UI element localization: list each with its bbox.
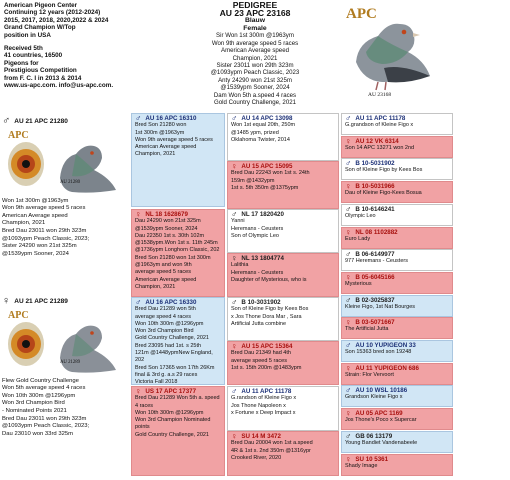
ring-number (345, 160, 449, 167)
desc-line: @1538ypm.Won 1st s. 11th 245m (135, 240, 218, 247)
desc-line: G.randson of Kleine Figo x (231, 395, 297, 402)
great-great-grandparent-card (341, 431, 453, 453)
desc-line: 4R & 1st s. 2nd 350m @1316ypr (231, 447, 311, 454)
bird-description (345, 122, 449, 129)
ring-number (345, 410, 449, 417)
desc-line: Lalithia (231, 262, 249, 269)
info-line: www.us-apc.com. info@us-apc.com. (4, 82, 114, 90)
ring-number (345, 342, 449, 349)
male-symbol-icon: ♂ (135, 297, 142, 307)
bird-description (345, 463, 449, 470)
desc-line: Champion, 2021 (135, 151, 176, 158)
sire-ring: AU 21 APC 21280 (14, 118, 68, 125)
male-symbol-icon: ♂ (345, 385, 352, 395)
desc-line: 4 races (135, 402, 154, 409)
ring-number (345, 365, 449, 372)
ring-text: AU 05 APC 1169 (355, 410, 403, 417)
desc-line: @1736ypm Longhorn Classic, 202 (135, 247, 220, 254)
desc-line: 1st s. 5th 350m @1375ypm (231, 184, 299, 191)
ring-text: B 10-3031902 (241, 299, 281, 306)
desc-line: Dau of Kleine Figo-Kees Bosua (345, 190, 422, 197)
ring-text: B 05-6045166 (355, 274, 395, 281)
achievement-line: @1093ypm Peach Classic, 2023 (210, 69, 300, 77)
desc-line: @1539ypm Sooner, 2024 (135, 225, 198, 232)
ring-number (345, 229, 449, 236)
female-symbol-icon: ♀ (135, 209, 142, 219)
achievement-line: Sister 23011 won 29th 323m (216, 62, 294, 69)
desc-line: 1st 300m @1963ym (135, 129, 185, 136)
ring-number (231, 433, 335, 440)
ring-number (345, 456, 449, 463)
desc-line: Won 3rd Champion Nominated (135, 417, 211, 424)
dam-desc-line: Won 10th 300m @1296ypm (2, 392, 76, 399)
great-great-grandparent-card (341, 158, 453, 180)
ring-text: AU 11 APC 11178 (241, 388, 292, 395)
female-symbol-icon: ♀ (231, 253, 238, 263)
female-symbol-icon: ♀ (231, 431, 238, 441)
achievement-line: Won 9th average speed 5 races (211, 39, 299, 47)
grandparent-card (131, 297, 225, 385)
bird-description (345, 349, 449, 356)
ring-text: NL 17 1820420 (241, 211, 284, 218)
desc-line: American Average speed (135, 276, 197, 283)
desc-line: Won 10th 300m @1296ypm (135, 320, 204, 327)
desc-line: Euro Lady (345, 236, 371, 243)
achievement-line: Anty 24290 won 21st 325m (218, 76, 292, 84)
subject-sex: Female (243, 24, 267, 32)
bird-description (345, 167, 449, 174)
desc-line: Won 1st equal 20th, 250m (231, 122, 296, 129)
bird-description (135, 395, 221, 439)
ring-text: AU 15 APC 15364 (241, 343, 293, 350)
desc-line: Bred Dau 21289 Won 5th a. speed (135, 395, 220, 402)
female-symbol-icon: ♀ (345, 136, 352, 146)
male-symbol-icon: ♂ (345, 249, 352, 259)
ring-text: B 02-3025837 (355, 297, 395, 304)
desc-line: Won 9th average speed 5 races (135, 136, 213, 143)
bird-description (345, 304, 449, 311)
ring-text: B 10-5031902 (355, 160, 395, 167)
info-line: Prestigious Competition (4, 67, 77, 75)
info-line: 2015, 2017, 2018, 2020,2022 & 2024 (4, 16, 109, 24)
female-symbol-icon: ♀ (345, 408, 352, 418)
desc-line: Strain: Flor Vervoort (345, 372, 394, 379)
male-symbol-icon: ♂ (135, 113, 142, 123)
ring-text: B 10-5031966 (355, 183, 395, 190)
ring-text: AU 14 APC 13098 (241, 115, 293, 122)
ring-number (345, 319, 449, 326)
sire-description (2, 198, 128, 259)
ring-number (231, 255, 335, 262)
desc-line: Son 14 APC 13271 won 2nd (345, 145, 415, 152)
desc-line: Gold Country Challenge, 2021 (135, 431, 209, 438)
female-symbol-icon: ♀ (345, 227, 352, 237)
ring-number (345, 206, 449, 213)
ring-text: B 10-6146241 (355, 206, 395, 213)
bird-description (231, 170, 335, 192)
achievement-line: American Average speed (221, 47, 289, 55)
desc-line: The Artificial Jutta (345, 326, 389, 333)
desc-line: Olympic Leo (345, 213, 376, 220)
sire-desc-line: Sister 24290 won 21st 325m (2, 243, 77, 250)
great-great-grandparent-card (341, 363, 453, 385)
great-great-grandparent-card (341, 181, 453, 203)
bird-description (345, 281, 449, 288)
ring-number (231, 343, 335, 350)
dam-desc-line: @1093ypm Peach Classic, 2023; (2, 423, 90, 430)
ring-number (345, 297, 449, 304)
ring-number (231, 388, 335, 395)
female-symbol-icon: ♀ (2, 295, 11, 307)
desc-line: Won 3rd Champion Bird (135, 328, 194, 335)
desc-line: Heremans - Ceusters (231, 225, 284, 232)
ring-text: NL 08 1102882 (355, 229, 398, 236)
achievement-line: Dam Won 5th a.speed 4 races (213, 91, 297, 99)
desc-line: Champion, 2021 (135, 283, 176, 290)
desc-line: Victoria Fall 2018 (135, 379, 178, 385)
desc-line: Bred Son 17365 won 17th 26Km (135, 364, 215, 371)
desc-line: Artificial Jutta combine (231, 320, 287, 327)
great-great-grandparent-card (341, 136, 453, 158)
ring-number (135, 211, 221, 218)
ring-text: NL 13 1804774 (241, 255, 284, 262)
sire-desc-line: American Average speed (2, 212, 68, 219)
great-great-grandparent-card (341, 454, 453, 476)
desc-line: Oklahoma Twister, 2014 (231, 136, 290, 143)
info-line: position in USA (4, 31, 51, 39)
dam-photo (2, 308, 128, 376)
male-symbol-icon: ♂ (345, 158, 352, 168)
ring-text: B 06-6149977 (355, 251, 395, 258)
ring-text: AU 12 VK 6314 (355, 138, 399, 145)
male-symbol-icon: ♂ (345, 113, 352, 123)
dam-desc-line: - Nominated Points 2021 (2, 407, 67, 414)
subject-color: Blauw (244, 17, 266, 25)
desc-line: 159m @1432ypm (231, 177, 275, 184)
great-grandparent-card (227, 209, 339, 253)
great-great-grandparent-card (341, 204, 453, 226)
desc-line: Bred Son 21280 won 1st 300m (135, 254, 211, 261)
subject-photo-code: AU 23168 (368, 92, 392, 98)
ring-number (345, 251, 449, 258)
bird-description (135, 306, 221, 385)
ring-text: GB 06 13179 (355, 433, 393, 440)
sire-panel (2, 115, 128, 258)
info-line: Grand Champion W/Top (4, 24, 76, 32)
female-symbol-icon: ♀ (345, 454, 352, 464)
desc-line: Bred Son 21280 won (135, 122, 187, 129)
ring-text: AU 10 WSL 10186 (355, 387, 408, 394)
ring-number (231, 211, 335, 218)
great-great-grandparent-card (341, 249, 453, 271)
sire-desc-line: @1093ypm Peach Classic, 2023; (2, 235, 90, 242)
great-great-grandparent-card (341, 272, 453, 294)
apc-logo: APC (8, 309, 29, 321)
dam-desc-line: Won 5th average speed 4 races (2, 385, 86, 392)
dam-desc-line: Flew Gold Country Challenge (2, 377, 79, 384)
ring-text: AU 11 APC 11178 (355, 115, 406, 122)
desc-line: average speed 4 races (135, 313, 191, 320)
bird-description (231, 395, 335, 417)
ring-number (345, 433, 449, 440)
bird-description (345, 326, 449, 333)
bird-description (345, 440, 449, 447)
bird-description (345, 258, 449, 265)
desc-line: Bred Dau 21289 won 5th (135, 306, 196, 313)
desc-line: x Jos Thone Dora Mar , Sara (231, 313, 302, 320)
subject-ring: AU 23 APC 23168 (219, 7, 291, 18)
bird-description (345, 372, 449, 379)
sire-desc-line: Champion, 2021 (2, 220, 46, 227)
desc-line: Son 15363 bred son 19248 (345, 349, 412, 356)
ring-number (135, 388, 221, 395)
female-symbol-icon: ♀ (231, 161, 238, 171)
female-symbol-icon: ♀ (345, 272, 352, 282)
bird-description (231, 218, 335, 240)
great-grandparent-card (227, 161, 339, 209)
bird-description (135, 218, 221, 291)
female-symbol-icon: ♀ (345, 363, 352, 373)
desc-line: Mysterious (345, 281, 372, 288)
desc-line: Bred Dau 20004 won 1st a.speed (231, 440, 313, 447)
desc-line: Grandson Kleine Figo x (345, 394, 403, 401)
grandparent-card (131, 209, 225, 297)
bird-description (345, 236, 449, 243)
bird-description (231, 122, 335, 144)
desc-line: Jos Thone Napoleon x (231, 402, 286, 409)
female-symbol-icon: ♀ (231, 341, 238, 351)
grandparent-card (131, 113, 225, 207)
apc-logo: APC (8, 129, 29, 141)
sire-photo (2, 128, 128, 196)
desc-line: @1485 ypm, prized (231, 129, 279, 136)
great-great-grandparent-card (341, 113, 453, 135)
dam-desc-line: Bred Dau 23011 won 29th 323m (2, 415, 87, 422)
desc-line: final & 3rd g. a.s 29 races (135, 371, 198, 378)
male-symbol-icon: ♂ (345, 431, 352, 441)
desc-line: Dau 24290 won 21st 325m (135, 218, 201, 225)
apc-logo: APC (346, 6, 377, 22)
great-grandparent-card (227, 297, 339, 341)
dam-photo-code: AU 21289 (59, 359, 81, 365)
dam-heading (2, 295, 128, 307)
desc-line: 977 Heremans - Ceusters (345, 258, 408, 265)
achievement-line: Gold Country Challenge, 2021 (214, 99, 296, 107)
desc-line: points (135, 424, 150, 431)
female-symbol-icon: ♀ (345, 181, 352, 191)
dam-ring: AU 21 APC 21289 (14, 298, 68, 305)
ring-number (345, 183, 449, 190)
ring-text: SU 14 M 3472 (241, 433, 281, 440)
ring-number (345, 138, 449, 145)
desc-line: Bred 23095 had 1st. s 25th (135, 342, 202, 349)
desc-line: Young Bandiet Vandenabeele (345, 440, 418, 447)
ring-text: SU 10 5361 (355, 456, 389, 463)
female-symbol-icon: ♀ (135, 386, 142, 396)
achievement-line: Champion, 2021 (232, 54, 278, 62)
sire-photo-code: AU 21280 (59, 179, 81, 185)
sire-heading (2, 115, 128, 127)
desc-line: Crooked River, 2020 (231, 454, 282, 461)
desc-line: American Average speed (135, 144, 197, 151)
desc-line: average speed 5 races (231, 357, 287, 364)
desc-line: G.grandson of Kleine Figo x (345, 122, 414, 129)
desc-line: Bred Dau 21349 had 4th (231, 350, 291, 357)
male-symbol-icon: ♂ (345, 204, 352, 214)
great-great-grandparent-card (341, 317, 453, 339)
ring-number (231, 163, 335, 170)
dam-description (2, 378, 128, 439)
male-symbol-icon: ♂ (345, 295, 352, 305)
desc-line: 1st s. 15th 200m @1483ypm (231, 364, 302, 371)
desc-line: average speed 5 races (135, 269, 191, 276)
ring-text: AU 15 APC 15095 (241, 163, 293, 170)
bird-description (345, 213, 449, 220)
desc-line: Shady Image (345, 463, 378, 470)
male-symbol-icon: ♂ (231, 386, 238, 396)
dam-panel (2, 295, 128, 438)
male-symbol-icon: ♂ (345, 340, 352, 350)
info-line: from F. C. I in 2013 & 2014 (4, 74, 82, 82)
achievement-line: @1539ypm Sooner, 2024 (220, 84, 290, 92)
sire-desc-line: @1539ypm Sooner, 2024 (2, 250, 69, 257)
pedigree-title: PEDIGREE (232, 0, 278, 10)
desc-line: Jos Thone's Poco x Supercar (345, 417, 417, 424)
desc-line: Son of Kleine Figo by Kees Bos (345, 167, 423, 174)
desc-line: @1963ym and won 9th (135, 262, 192, 269)
desc-line: Bred Dau 22243 won 1st s. 24th (231, 170, 310, 177)
subject-achievements (185, 32, 325, 106)
male-symbol-icon: ♂ (231, 297, 238, 307)
desc-line: Daughter of Mysterious, who is (231, 276, 307, 283)
ring-text: AU 10 YUPIGEON 33 (355, 342, 416, 349)
great-grandparent-card (227, 113, 339, 161)
bird-description (135, 122, 221, 158)
desc-line: Son of Kleine Figo by Kees Bos (231, 306, 309, 313)
male-symbol-icon: ♂ (231, 209, 238, 219)
desc-line: Won 10th 300m @1296ypm (135, 409, 204, 416)
bird-description (345, 145, 449, 152)
ring-number (231, 115, 335, 122)
great-great-grandparent-card (341, 295, 453, 317)
subject-pigeon-photo (338, 2, 442, 100)
great-great-grandparent-card (341, 385, 453, 407)
desc-line: Kleine Figo, 1st Nat Bourges (345, 304, 416, 311)
female-symbol-icon: ♀ (345, 317, 352, 327)
ring-number (345, 274, 449, 281)
sire-desc-line: Won 1st 300m @1963ym (2, 197, 69, 204)
ring-number (135, 299, 221, 306)
desc-line: Yanni (231, 218, 245, 225)
bird-description (231, 262, 335, 284)
bird-description (231, 440, 335, 462)
desc-line: x Fortune x Deep Impact x (231, 409, 296, 416)
ring-number (231, 299, 335, 306)
bird-description (345, 394, 449, 401)
info-line: American Pigeon Center (4, 2, 78, 9)
grandparent-card (131, 386, 225, 476)
ring-text: B 03-5071667 (355, 319, 395, 326)
ring-text: AU 16 APC 16310 (145, 115, 197, 122)
great-great-grandparent-card (341, 408, 453, 430)
great-grandparent-card (227, 341, 339, 385)
bird-description (345, 190, 449, 197)
great-grandparent-card (227, 431, 339, 476)
ring-text: AU 11 YUPIGEON 686 (355, 365, 419, 372)
dam-desc-line: Dau 23010 won 33rd 325m (2, 430, 74, 437)
sire-desc-line: Bred Dau 23011 won 29th 323m (2, 227, 87, 234)
ring-text: NL 18 1628679 (145, 211, 188, 218)
desc-line: Dau 22350 1st s. 30th 102m (135, 232, 205, 239)
info-line: Pigeons for (4, 59, 39, 67)
ring-number (135, 115, 221, 122)
info-line: Received 5th (4, 45, 43, 53)
desc-line: Heremans - Ceusters (231, 269, 284, 276)
great-great-grandparent-card (341, 340, 453, 362)
ring-text: US 17 APC 17377 (145, 388, 197, 395)
center-info (4, 2, 182, 89)
bird-description (231, 350, 335, 372)
ring-text: AU 16 APC 16330 (145, 299, 197, 306)
bird-description (231, 306, 335, 328)
desc-line: Gold Country Challenge, 2021 (135, 335, 209, 342)
desc-line: 121m @1448ypmNew England, 202 (135, 350, 213, 364)
desc-line: Son of Olympic Leo (231, 232, 279, 239)
great-great-grandparent-card (341, 227, 453, 249)
bird-description (345, 417, 449, 424)
info-line: 41 countries, 16500 (4, 52, 63, 60)
male-symbol-icon: ♂ (231, 113, 238, 123)
great-grandparent-card (227, 253, 339, 297)
pedigree-header (185, 2, 325, 106)
info-line: Continuing 12 years (2012-2024) (4, 9, 101, 17)
sire-desc-line: Won 9th average speed 5 races (2, 205, 86, 212)
ring-number (345, 115, 449, 122)
dam-desc-line: Won 3rd Champion Bird (2, 400, 65, 407)
achievement-line: Sir Won 1st 300m @1963ym (216, 32, 294, 40)
pigeon-illustration (356, 24, 430, 90)
male-symbol-icon: ♂ (2, 115, 11, 127)
ring-number (345, 387, 449, 394)
great-grandparent-card (227, 386, 339, 431)
